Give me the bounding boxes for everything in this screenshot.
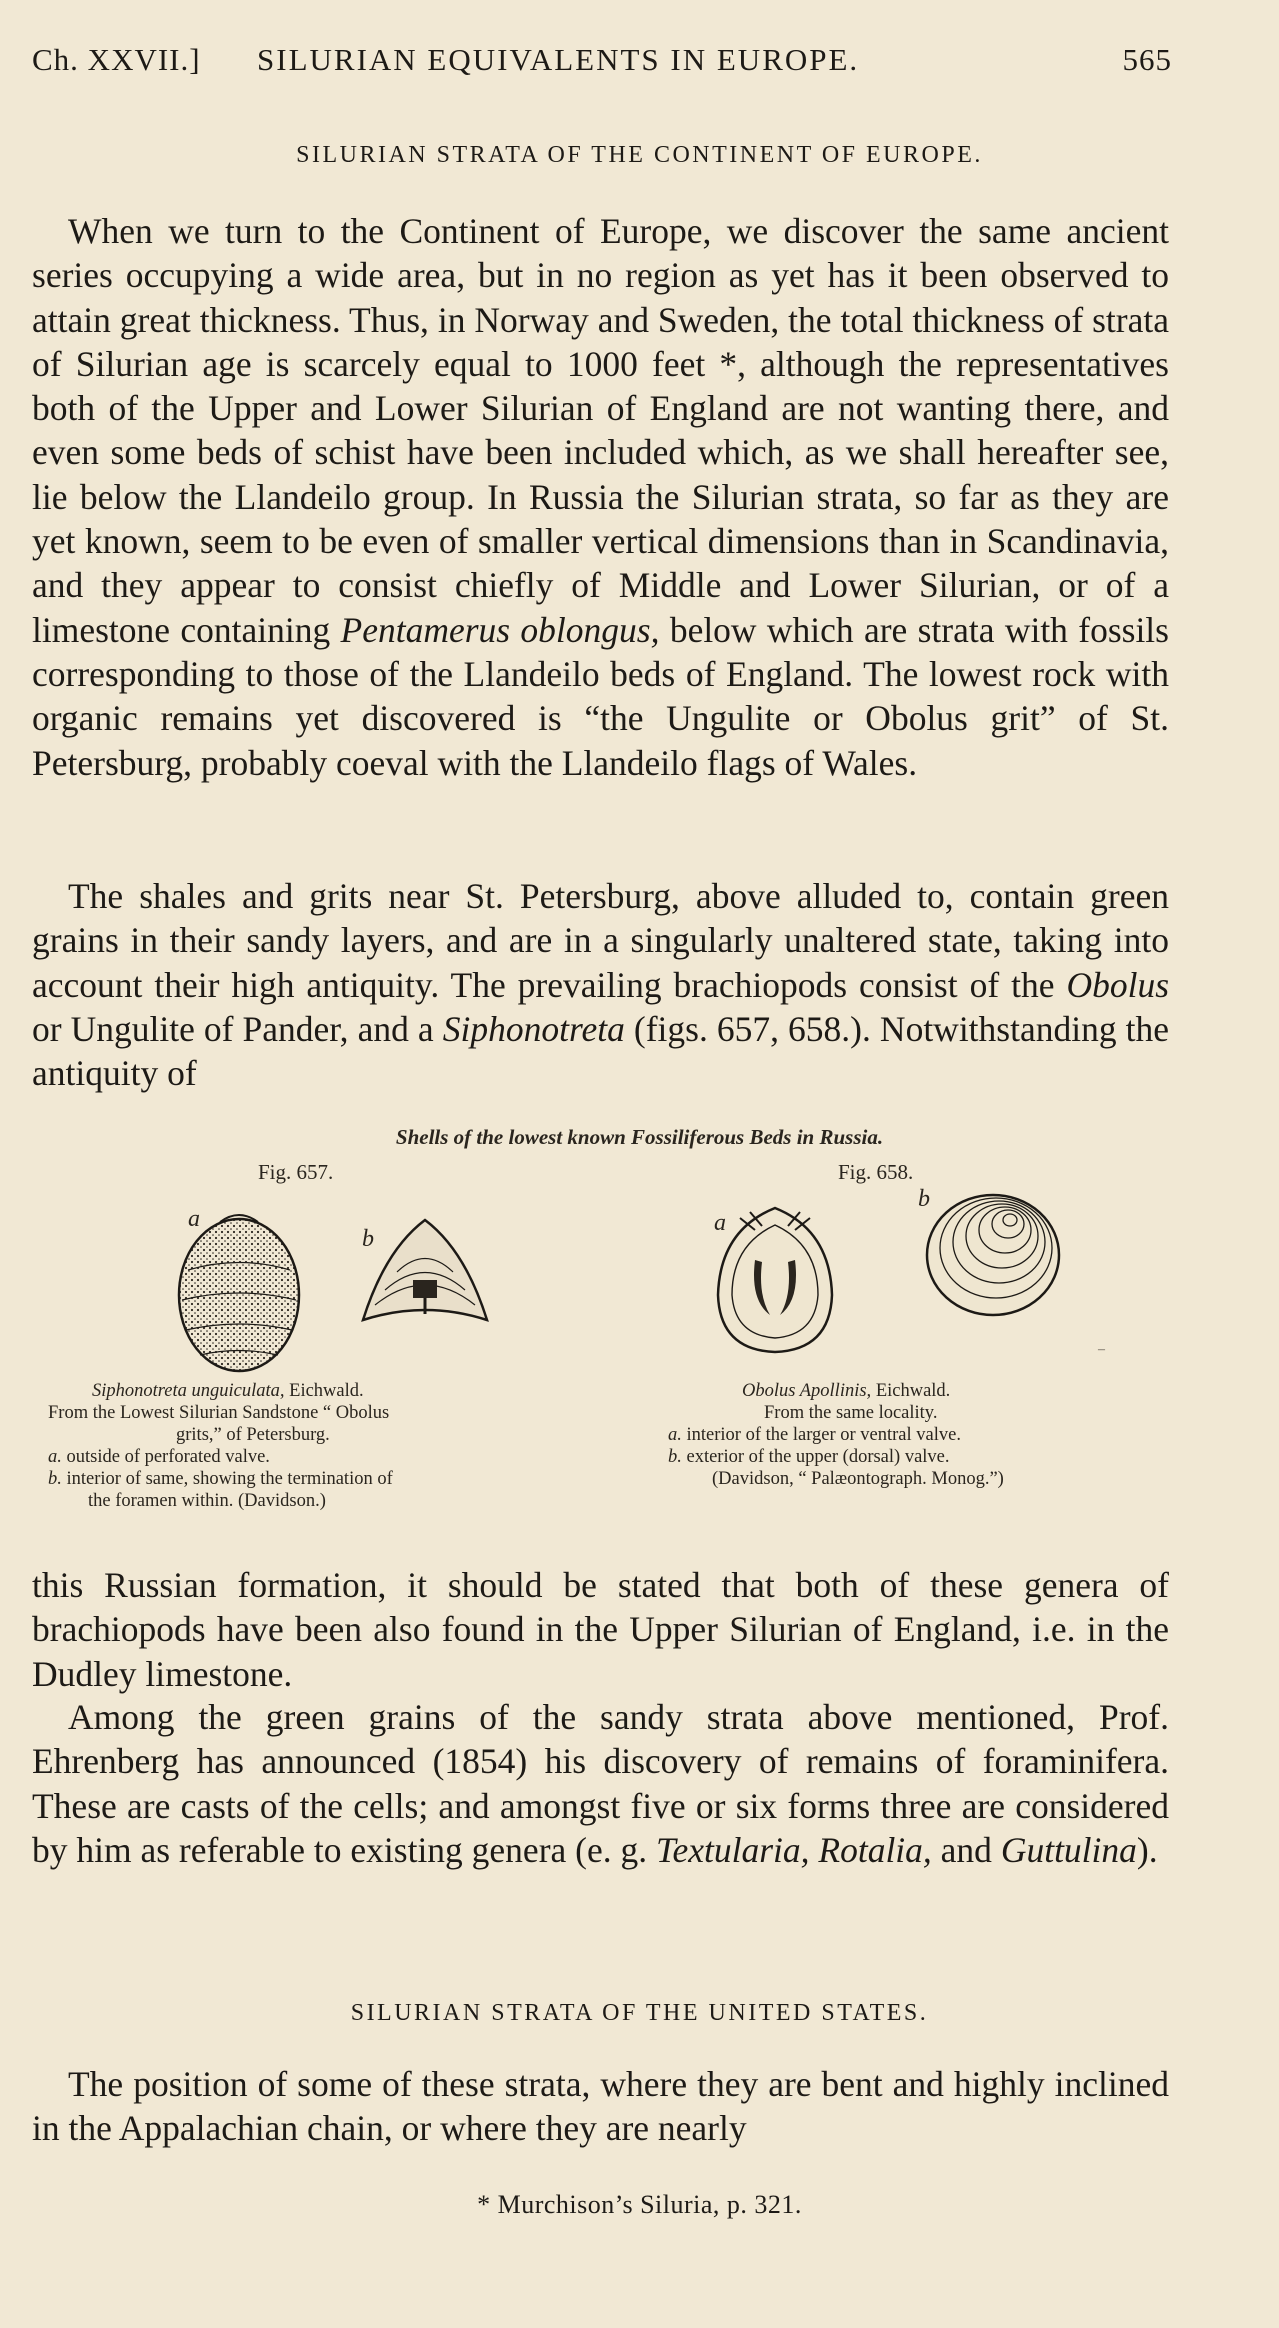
page-number: 565 (1122, 42, 1172, 77)
fig-658-label: Fig. 658. (838, 1160, 914, 1184)
paragraph-2: The shales and grits near St. Petersburg, above alluded to, contain green grains in their sandy layers, and are in a singularly unaltered state, taking into account their high antiquity. The prevailing brachiopods consist of the Obolus or Ungulite of Pander, and a Siphonotreta (figs. 657, 658.). Notwithstanding the antiquity of (32, 876, 1170, 1094)
fig-658-sub-b: b (918, 1186, 930, 1212)
fig-657-label: Fig. 657. (258, 1160, 334, 1184)
caption-fig-657: Siphonotreta unguiculata, Eichwald. From the Lowest Silurian Sandstone “ Obolus grits,” of Petersburg. a. outside of perforated valve. b. interior of same, showing the termination of the foramen within. (Davidson.) (48, 1381, 393, 1511)
fig-657-sub-a: a (188, 1206, 200, 1232)
running-title: SILURIAN EQUIVALENTS IN EUROPE. (257, 42, 860, 77)
fig-657-sub-b: b (362, 1226, 374, 1252)
chapter-label: Ch. XXVII.] (32, 42, 201, 77)
paragraph-3: this Russian formation, it should be stated that both of these genera of brachiopods have been also found in the Upper Silurian of England, i.e. in the Dudley limestone. (32, 1565, 1169, 1694)
shell-657b-illustration (355, 1210, 495, 1330)
figure-title: Shells of the lowest known Fossiliferous Beds in Russia. (395, 1125, 884, 1149)
shell-658b-illustration (922, 1190, 1064, 1320)
fig-658-sub-a: a (714, 1210, 726, 1236)
footnote: * Murchison’s Siluria, p. 321. (477, 2190, 802, 2219)
section-heading-europe: SILURIAN STRATA OF THE CONTINENT OF EUROPE. (296, 142, 983, 168)
shell-658a-illustration (710, 1200, 840, 1360)
paragraph-5: The position of some of these strata, where they are bent and highly inclined in the Appalachian chain, or where they are nearly (32, 2064, 1169, 2149)
section-heading-united-states: SILURIAN STRATA OF THE UNITED STATES. (350, 2000, 929, 2026)
running-head (32, 42, 1172, 82)
shell-657a-illustration (172, 1200, 306, 1376)
stray-mark: – (1098, 1342, 1105, 1357)
caption-fig-658: Obolus Apollinis, Eichwald. From the same locality. a. interior of the larger or ventral valve. b. exterior of the upper (dorsal) valve. (Davidson, “ Palæontograph. Monog.”) (668, 1381, 1004, 1489)
paragraph-4: Among the green grains of the sandy strata above mentioned, Prof. Ehrenberg has announced (1854) his discovery of remains of foraminifera. These are casts of the cells; and amongst five or six forms three are considered by him as referable to existing genera (e. g. Textularia, Rotalia, and Guttulina). (32, 1697, 1169, 1870)
paragraph-1: When we turn to the Continent of Europe, we discover the same ancient series occupying a wide area, but in no region as yet has it been observed to attain great thickness. Thus, in Norway and Sweden, the total thickness of strata of Silurian age is scarcely equal to 1000 feet *, although the representatives both of the Upper and Lower Silurian of England are not wanting there, and even some beds of schist have been included which, as we shall hereafter see, lie below the Llandeilo group. In Russia the Silurian strata, so far as they are yet known, seem to be even of smaller vertical dimensions than in Scandinavia, and they appear to consist chiefly of Middle and Lower Silurian, or of a limestone containing Pentamerus oblongus, below which are strata with fossils corresponding to those of the Llandeilo beds of England. The lowest rock with organic remains yet discovered is “the Ungulite or Obolus grit” of St. Petersburg, probably coeval with the Llandeilo flags of Wales. (32, 211, 1169, 783)
